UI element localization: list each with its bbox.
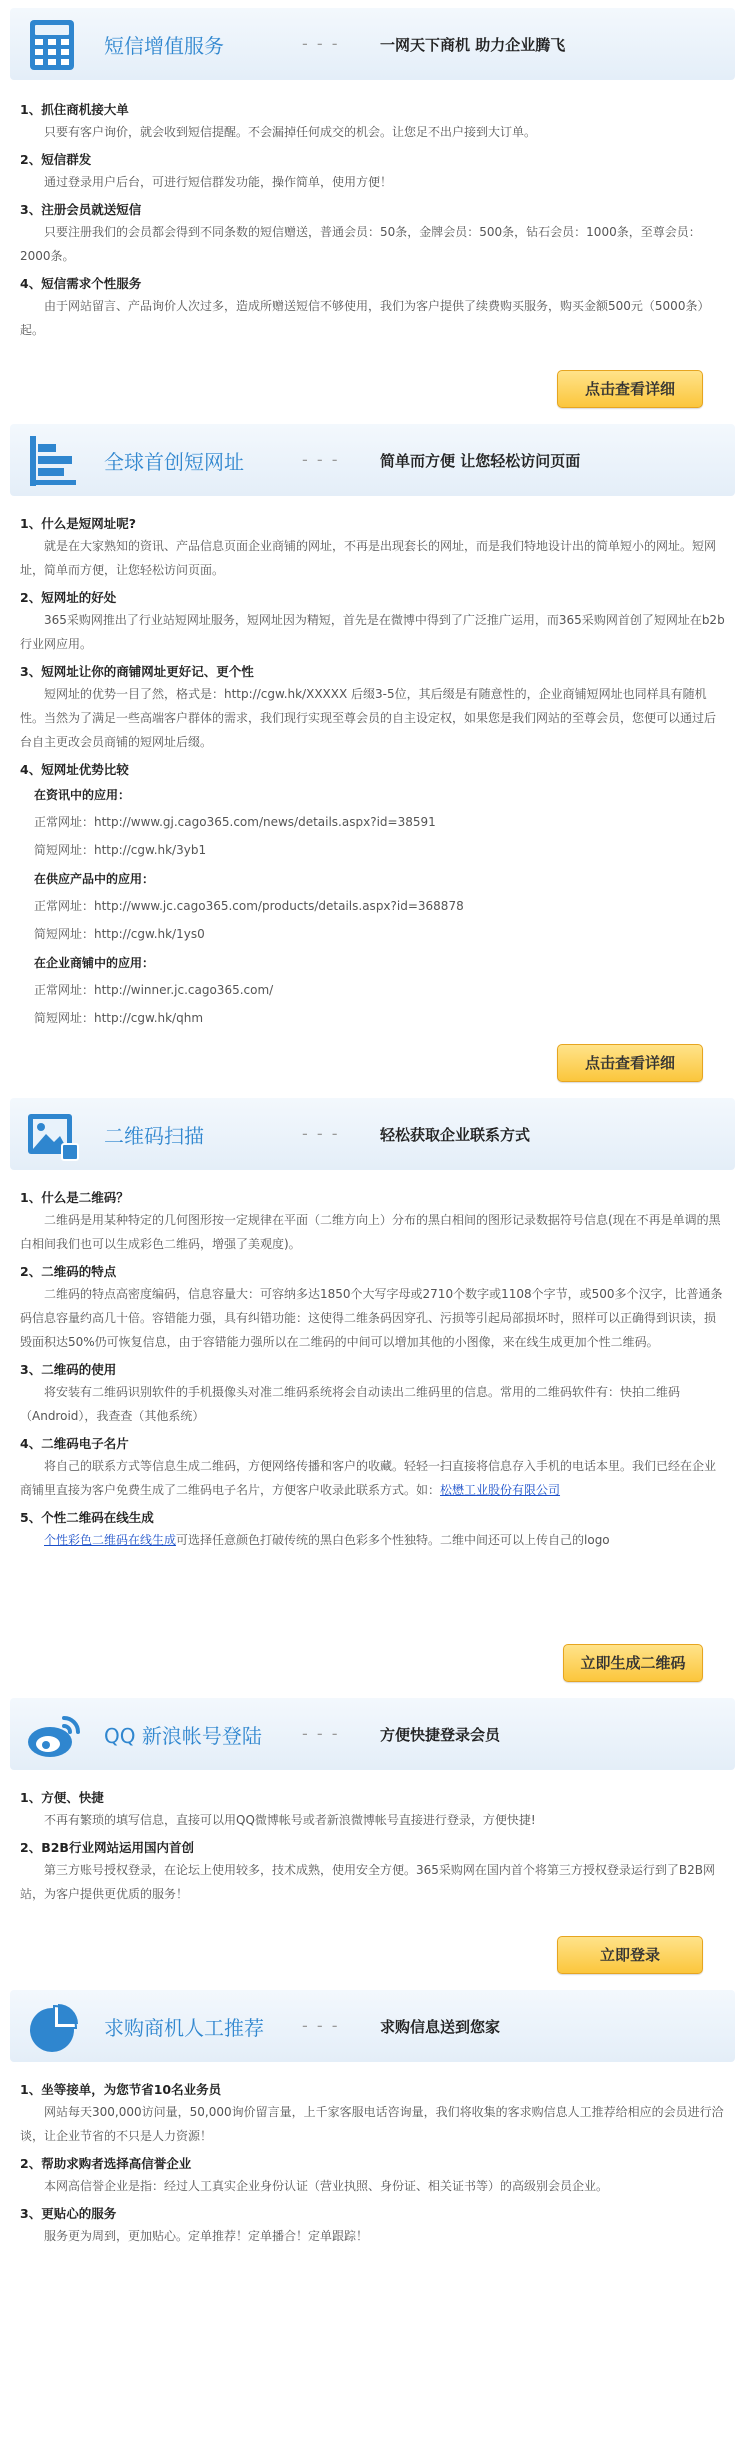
item-text: 将安装有二维码识别软件的手机摄像头对准二维码系统将会自动读出二维码里的信息。常用的二维码软件有：快拍二维码（Android），我查查（其他系统） — [20, 1385, 681, 1423]
view-details-button[interactable]: 点击查看详细 — [557, 1044, 703, 1082]
calculator-icon — [24, 18, 84, 74]
item-title: 2、B2B行业网站运用国内首创 — [20, 1840, 194, 1855]
item-text: 通过登录用户后台，可进行短信群发功能，操作简单，使用方便！ — [44, 175, 393, 189]
normal-url: 正常网址：http://winner.jc.cago365.com/ — [34, 983, 274, 997]
gen-text: 可选择任意颜色打破传统的黑白色彩多个性独特。二维中间还可以上传自己的logo — [176, 1533, 610, 1547]
item-text: 二维码是用某种特定的几何图形按一定规律在平面（二维方向上）分布的黑白相间的图形记录数据符号信息(现在不再是单调的黑白相间我们也可以生成彩色二维码，增强了美观度)。 — [20, 1213, 721, 1251]
item-title: 3、短网址让你的商铺网址更好记、更个性 — [20, 664, 254, 679]
section-slogan: 简单而方便 让您轻松访问页面 — [380, 452, 581, 470]
short-url: 简短网址：http://cgw.hk/1ys0 — [34, 927, 205, 941]
section-body-qrcode — [0, 1170, 745, 1636]
compare-label: 在企业商铺中的应用： — [34, 956, 155, 970]
title-dashes: - - - — [302, 34, 340, 53]
item-text: 服务更为周到，更加贴心。定单推荐！定单播合！定单跟踪！ — [44, 2229, 369, 2243]
item-text: 就是在大家熟知的资讯、产品信息页面企业商铺的网址，不再是出现套长的网址，而是我们特地设计出的简单短小的网址。短网址，简单而方便，让您轻松访问页面。 — [20, 539, 717, 577]
item-text — [20, 1528, 725, 1552]
title-dashes: - - - — [302, 450, 340, 469]
item-text: 不再有繁琐的填写信息，直接可以用QQ微博帐号或者新浪微博帐号直接进行登录，方便快捷! — [44, 1813, 536, 1827]
button-row — [0, 1036, 745, 1090]
login-now-button[interactable]: 立即登录 — [557, 1936, 703, 1974]
item-text: 本网高信誉企业是指：经过人工真实企业身份认证（营业执照、身份证、相关证书等）的高级别会员企业。 — [44, 2179, 609, 2193]
item-text: 只要注册我们的会员都会得到不同条数的短信赠送，普通会员：50条，金牌会员：500条，钻石会员：1000条，至尊会员：2000条。 — [20, 225, 701, 263]
image-scan-icon — [24, 1108, 84, 1164]
item-text: 只要有客户询价，就会收到短信提醒。不会漏掉任何成交的机会。让您足不出户接到大订单。 — [44, 125, 537, 139]
item-title: 2、二维码的特点 — [20, 1264, 117, 1279]
compare-label: 在供应产品中的应用： — [34, 872, 155, 886]
section-header-recommend — [10, 1990, 735, 2062]
short-url: 简短网址：http://cgw.hk/qhm — [34, 1011, 204, 1025]
item-title: 3、更贴心的服务 — [20, 2206, 117, 2221]
section-title: 全球首创短网址 — [104, 450, 244, 474]
section-header-sms — [10, 8, 735, 80]
title-dashes: - - - — [302, 2016, 340, 2035]
item-title: 2、短网址的好处 — [20, 590, 117, 605]
item-text — [20, 1454, 725, 1502]
generate-qrcode-button[interactable]: 立即生成二维码 — [563, 1644, 703, 1682]
item-title: 4、短网址优势比较 — [20, 762, 129, 777]
title-dashes: - - - — [302, 1124, 340, 1143]
section-body-recommend — [0, 2062, 745, 2248]
short-url: 简短网址：http://cgw.hk/3yb1 — [34, 843, 207, 857]
button-row — [0, 362, 745, 416]
section-slogan: 一网天下商机 助力企业腾飞 — [380, 36, 566, 54]
item-title: 2、帮助求购者选择高信誉企业 — [20, 2156, 192, 2171]
item-title: 4、二维码电子名片 — [20, 1436, 129, 1451]
qrcode-generator-link[interactable]: 个性彩色二维码在线生成 — [44, 1533, 177, 1547]
section-title: QQ 新浪帐号登陆 — [104, 1724, 262, 1748]
view-details-button[interactable]: 点击查看详细 — [557, 370, 703, 408]
bar-list-icon — [24, 434, 84, 490]
item-text: 短网址的优势一目了然，格式是：http://cgw.hk/XXXXX 后缀3-5位，其后缀是有随意性的，企业商铺短网址也同样具有随机性。当然为了满足一些高端客户群体的需求，我们现行实现至尊会员的自主设定权，如果您是我们网站的至尊会员，您便可以通过后台自主更改会员商铺的短网址后缀。 — [20, 687, 717, 749]
normal-url: 正常网址：http://www.jc.cago365.com/products/details.aspx?id=368878 — [34, 899, 464, 913]
section-body-sms — [0, 80, 745, 362]
section-body-login — [0, 1770, 745, 1928]
section-slogan: 求购信息送到您家 — [380, 2018, 501, 2036]
section-header-short-url — [10, 424, 735, 496]
section-header-login — [10, 1698, 735, 1770]
section-title: 二维码扫描 — [104, 1124, 204, 1148]
section-slogan: 方便快捷登录会员 — [380, 1726, 501, 1744]
item-title: 2、短信群发 — [20, 152, 92, 167]
item-text: 二维码的特点高密度编码，信息容量大：可容纳多达1850个大写字母或2710个数字或1108个字节，或500多个汉字，比普通条码信息容量约高几十倍。容错能力强，具有纠错功能：这使得二维条码因穿孔、污损等引起局部损坏时，照样可以正确得到识读，损毁面积达50%仍可恢复信息，由于容错能力强所以在二维码的中间可以增加其他的小图像，来在线生成更加个性二维码。 — [20, 1287, 723, 1349]
item-title: 4、短信需求个性服务 — [20, 276, 142, 291]
button-row — [0, 1636, 745, 1690]
item-title: 1、什么是二维码？ — [20, 1190, 129, 1205]
section-header-qrcode — [10, 1098, 735, 1170]
section-slogan: 轻松获取企业联系方式 — [380, 1126, 531, 1144]
card-text: 将自己的联系方式等信息生成二维码，方便网络传播和客户的收藏。轻轻一扫直接将信息存入手机的电话本里。我们已经在企业商铺里直接为客户免费生成了二维码电子名片，方便客户收录此联系方式。如： — [20, 1459, 717, 1497]
item-text: 第三方账号授权登录，在论坛上使用较多，技术成熟，使用安全方便。365采购网在国内首个将第三方授权登录运行到了B2B网站，为客户提供更优质的服务！ — [20, 1863, 716, 1901]
item-text: 由于网站留言、产品询价人次过多，造成所赠送短信不够使用，我们为客户提供了续费购买服务，购买金额500元（5000条）起。 — [20, 299, 710, 337]
item-title: 3、二维码的使用 — [20, 1362, 117, 1377]
item-title: 1、什么是短网址呢? — [20, 516, 136, 531]
button-row — [0, 1928, 745, 1982]
title-dashes: - - - — [302, 1724, 340, 1743]
item-text: 365采购网推出了行业站短网址服务，短网址因为精短，首先是在微博中得到了广泛推广运用，而365采购网首创了短网址在b2b行业网应用。 — [20, 613, 725, 651]
item-title: 1、抓住商机接大单 — [20, 102, 129, 117]
item-title: 1、方便、快捷 — [20, 1790, 104, 1805]
item-title: 1、坐等接单，为您节省10名业务员 — [20, 2082, 222, 2097]
pie-chart-icon — [24, 2000, 84, 2056]
item-title: 3、注册会员就送短信 — [20, 202, 142, 217]
item-text: 网站每天300,000访问量，50,000询价留言量，上千家客服电话咨询量，我们将收集的客求购信息人工推荐给相应的会员进行洽谈，让企业节省的不只是人力资源！ — [20, 2105, 724, 2143]
section-title: 短信增值服务 — [104, 34, 224, 58]
section-title: 求购商机人工推荐 — [104, 2016, 264, 2040]
item-title: 5、个性二维码在线生成 — [20, 1510, 154, 1525]
company-link[interactable]: 松懋工业股份有限公司 — [440, 1483, 561, 1497]
section-body-short-url — [0, 496, 745, 1036]
compare-label: 在资讯中的应用： — [34, 788, 131, 802]
normal-url: 正常网址：http://www.gj.cago365.com/news/details.aspx?id=38591 — [34, 815, 436, 829]
weibo-icon — [24, 1708, 84, 1764]
